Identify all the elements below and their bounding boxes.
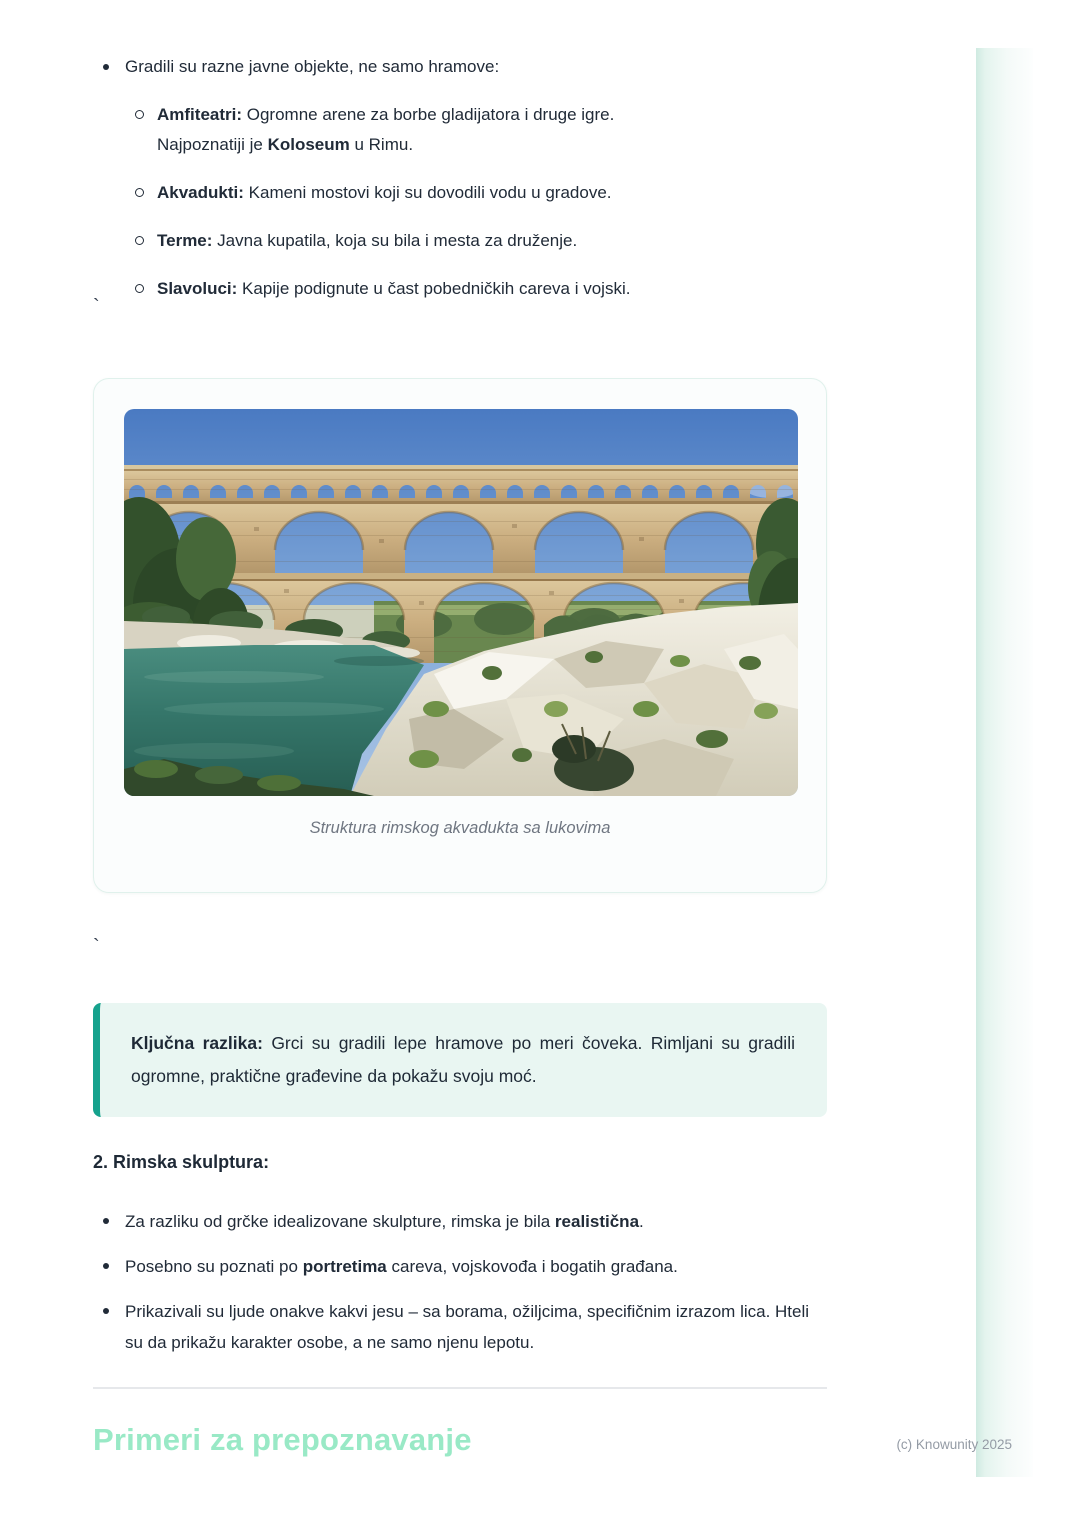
list-item <box>93 1296 827 1358</box>
term-slavoluci: Slavoluci: <box>157 279 238 298</box>
stray-backtick: ` <box>93 936 100 958</box>
bold-realisticna: realistična <box>554 1212 640 1231</box>
public-buildings-list <box>93 52 827 304</box>
item-text: Kapije podignute u čast pobedničkih careva i vojski. <box>237 279 631 298</box>
page-accent-bar <box>976 48 1033 1477</box>
list-item-terme <box>93 226 827 256</box>
item-text: Posebno su poznati po <box>125 1257 303 1276</box>
bullet-icon <box>103 64 109 70</box>
aqueduct-photo <box>124 409 798 796</box>
callout-label: Ključna razlika: <box>131 1033 263 1053</box>
stray-backtick: ` <box>93 296 100 318</box>
list-item-intro <box>93 52 827 82</box>
callout-text: Grci su gradili lepe hramove po meri čoveka. Rimljani su gradili ogromne, praktične građevine da pokažu svoju moć. <box>131 1033 795 1086</box>
sub-list <box>93 100 827 304</box>
section-heading: 2. Rimska skulptura: <box>93 1152 270 1172</box>
item-text: careva, vojskovođa i bogatih građana. <box>386 1257 678 1276</box>
list-item-slavoluci <box>93 274 827 304</box>
bullet-icon <box>103 1263 109 1269</box>
item-text: Ogromne arene za borbe gladijatora i druge igre. <box>242 105 615 124</box>
sculpture-list <box>93 1206 827 1358</box>
item-text: . <box>639 1212 644 1231</box>
list-item <box>93 1206 827 1237</box>
circle-bullet-icon <box>135 284 144 293</box>
term-koloseum: Koloseum <box>267 135 350 154</box>
bold-portretima: portretima <box>302 1257 387 1276</box>
term-amfiteatri: Amfiteatri: <box>157 105 243 124</box>
circle-bullet-icon <box>135 188 144 197</box>
bullet-icon <box>103 1308 109 1314</box>
list-item <box>93 1251 827 1282</box>
list-item-akvadukti <box>93 178 827 208</box>
circle-bullet-icon <box>135 236 144 245</box>
key-difference-callout <box>93 1003 827 1117</box>
figure-caption: Struktura rimskog akvadukta sa lukovima <box>309 819 611 837</box>
aqueduct-illustration <box>124 409 798 796</box>
item-text: Javna kupatila, koja su bila i mesta za druženje. <box>212 231 578 250</box>
item-text: u Rimu. <box>349 135 414 154</box>
item-text: Najpoznatiji je <box>157 135 268 154</box>
list-intro-text: Gradili su razne javne objekte, ne samo hramove: <box>125 57 500 76</box>
bullet-icon <box>103 1218 109 1224</box>
next-section-heading: Primeri za prepoznavanje <box>93 1422 472 1457</box>
circle-bullet-icon <box>135 110 144 119</box>
figure-card <box>93 378 827 893</box>
copyright-notice: (c) Knowunity 2025 <box>896 1437 1012 1452</box>
item-text: Kameni mostovi koji su dovodili vodu u gradove. <box>243 183 612 202</box>
term-akvadukti: Akvadukti: <box>157 183 244 202</box>
item-text: Za razliku od grčke idealizovane skulpture, rimska je bila <box>125 1212 555 1231</box>
term-terme: Terme: <box>157 231 213 250</box>
list-item-amfiteatri <box>93 100 827 160</box>
item-text: Prikazivali su ljude onakve kakvi jesu – sa borama, ožiljcima, specifičnim izrazom lica. Hteli su da prikažu karakter osobe, a ne samo njenu lepotu. <box>125 1302 810 1352</box>
section-divider <box>93 1387 827 1389</box>
